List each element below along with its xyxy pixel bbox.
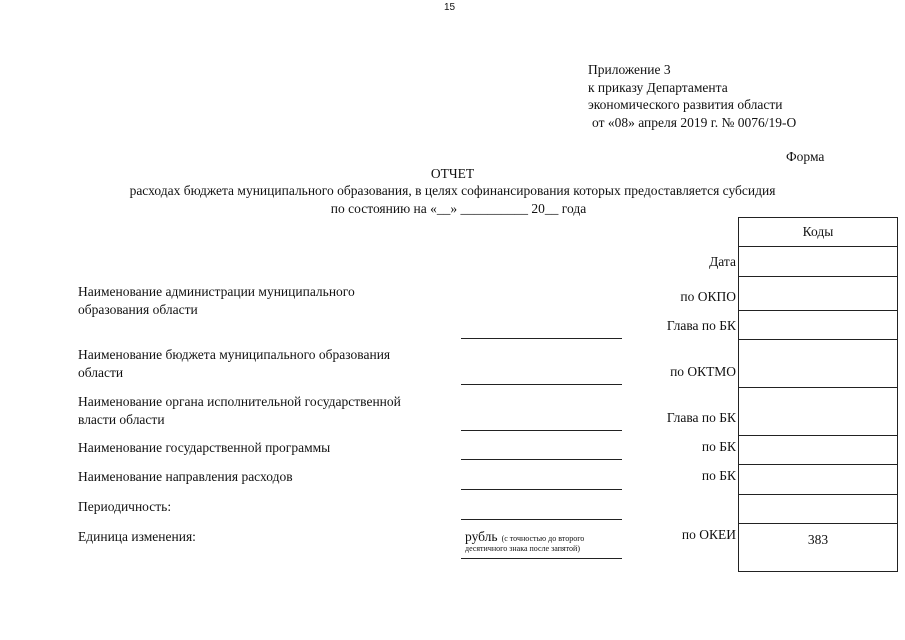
- report-subtitle: расходах бюджета муниципального образования, в целях софинансирования которых предоставляется субсидия: [129, 183, 776, 198]
- page-number: 15: [444, 2, 456, 13]
- field-line-unit[interactable]: [461, 558, 622, 559]
- label-admin-line-2: образования области: [78, 301, 198, 317]
- label-organ-line-1: Наименование органа исполнительной государственной: [78, 394, 401, 409]
- label-okpo: по ОКПО: [680, 289, 736, 304]
- field-line-budget[interactable]: [461, 384, 622, 385]
- label-bk-2: по БК: [701, 468, 736, 483]
- code-cell-okpo[interactable]: [739, 277, 898, 311]
- label-glava-bk-1: Глава по БК: [666, 318, 736, 333]
- label-budget-line-1: Наименование бюджета муниципального образования: [78, 347, 391, 362]
- label-date: Дата: [709, 254, 736, 269]
- label-organ-name: [78, 393, 401, 428]
- field-line-program[interactable]: [461, 459, 622, 460]
- field-line-organ[interactable]: [461, 430, 622, 431]
- label-direction: Наименование направления расходов: [78, 469, 293, 484]
- label-admin-line-1: Наименование администрации муниципального: [78, 284, 355, 299]
- label-okei: по ОКЕИ: [681, 527, 736, 542]
- label-program: Наименование государственной программы: [78, 440, 331, 455]
- label-admin-name: [78, 283, 355, 318]
- field-line-direction[interactable]: [461, 489, 622, 490]
- label-organ-line-2: власти области: [78, 411, 165, 427]
- code-cell-oktmo[interactable]: [739, 340, 898, 388]
- code-cell-bk-1[interactable]: [739, 436, 898, 465]
- label-unit: Единица изменения:: [78, 529, 196, 544]
- appendix-line-3: экономического развития области: [588, 97, 783, 112]
- appendix-line-4: от «08» апреля 2019 г. № 0076/19-О: [592, 114, 797, 130]
- label-bk-1: по БК: [701, 439, 736, 454]
- unit-note-2: десятичного знака после запятой): [465, 544, 580, 553]
- unit-main: рубль: [465, 529, 498, 544]
- form-label: Форма: [786, 149, 825, 164]
- code-cell-glava-bk-2[interactable]: [739, 388, 898, 436]
- code-cell-glava-bk-1[interactable]: [739, 311, 898, 340]
- appendix-line-1: Приложение 3: [588, 62, 671, 77]
- appendix-block: [588, 61, 796, 131]
- report-title: ОТЧЕТ: [430, 166, 475, 181]
- code-cell-date[interactable]: [739, 247, 898, 277]
- label-glava-bk-2: Глава по БК: [666, 410, 736, 425]
- label-periodicity: Периодичность:: [78, 499, 172, 514]
- code-cell-okei[interactable]: 383: [739, 524, 898, 572]
- label-budget-line-2: области: [78, 364, 124, 380]
- code-cell-periodicity[interactable]: [739, 495, 898, 524]
- code-cell-bk-2[interactable]: [739, 465, 898, 495]
- codes-header: Коды: [739, 218, 898, 247]
- label-budget-name: [78, 346, 390, 381]
- codes-table: [738, 217, 898, 572]
- unit-note-1: (с точностью до второго: [501, 534, 585, 543]
- field-line-periodicity[interactable]: [461, 519, 622, 520]
- field-line-admin[interactable]: [461, 338, 622, 339]
- report-date-line: по состоянию на «__» __________ 20__ года: [330, 201, 587, 216]
- label-oktmo: по ОКТМО: [670, 364, 736, 379]
- appendix-line-2: к приказу Департамента: [588, 79, 728, 95]
